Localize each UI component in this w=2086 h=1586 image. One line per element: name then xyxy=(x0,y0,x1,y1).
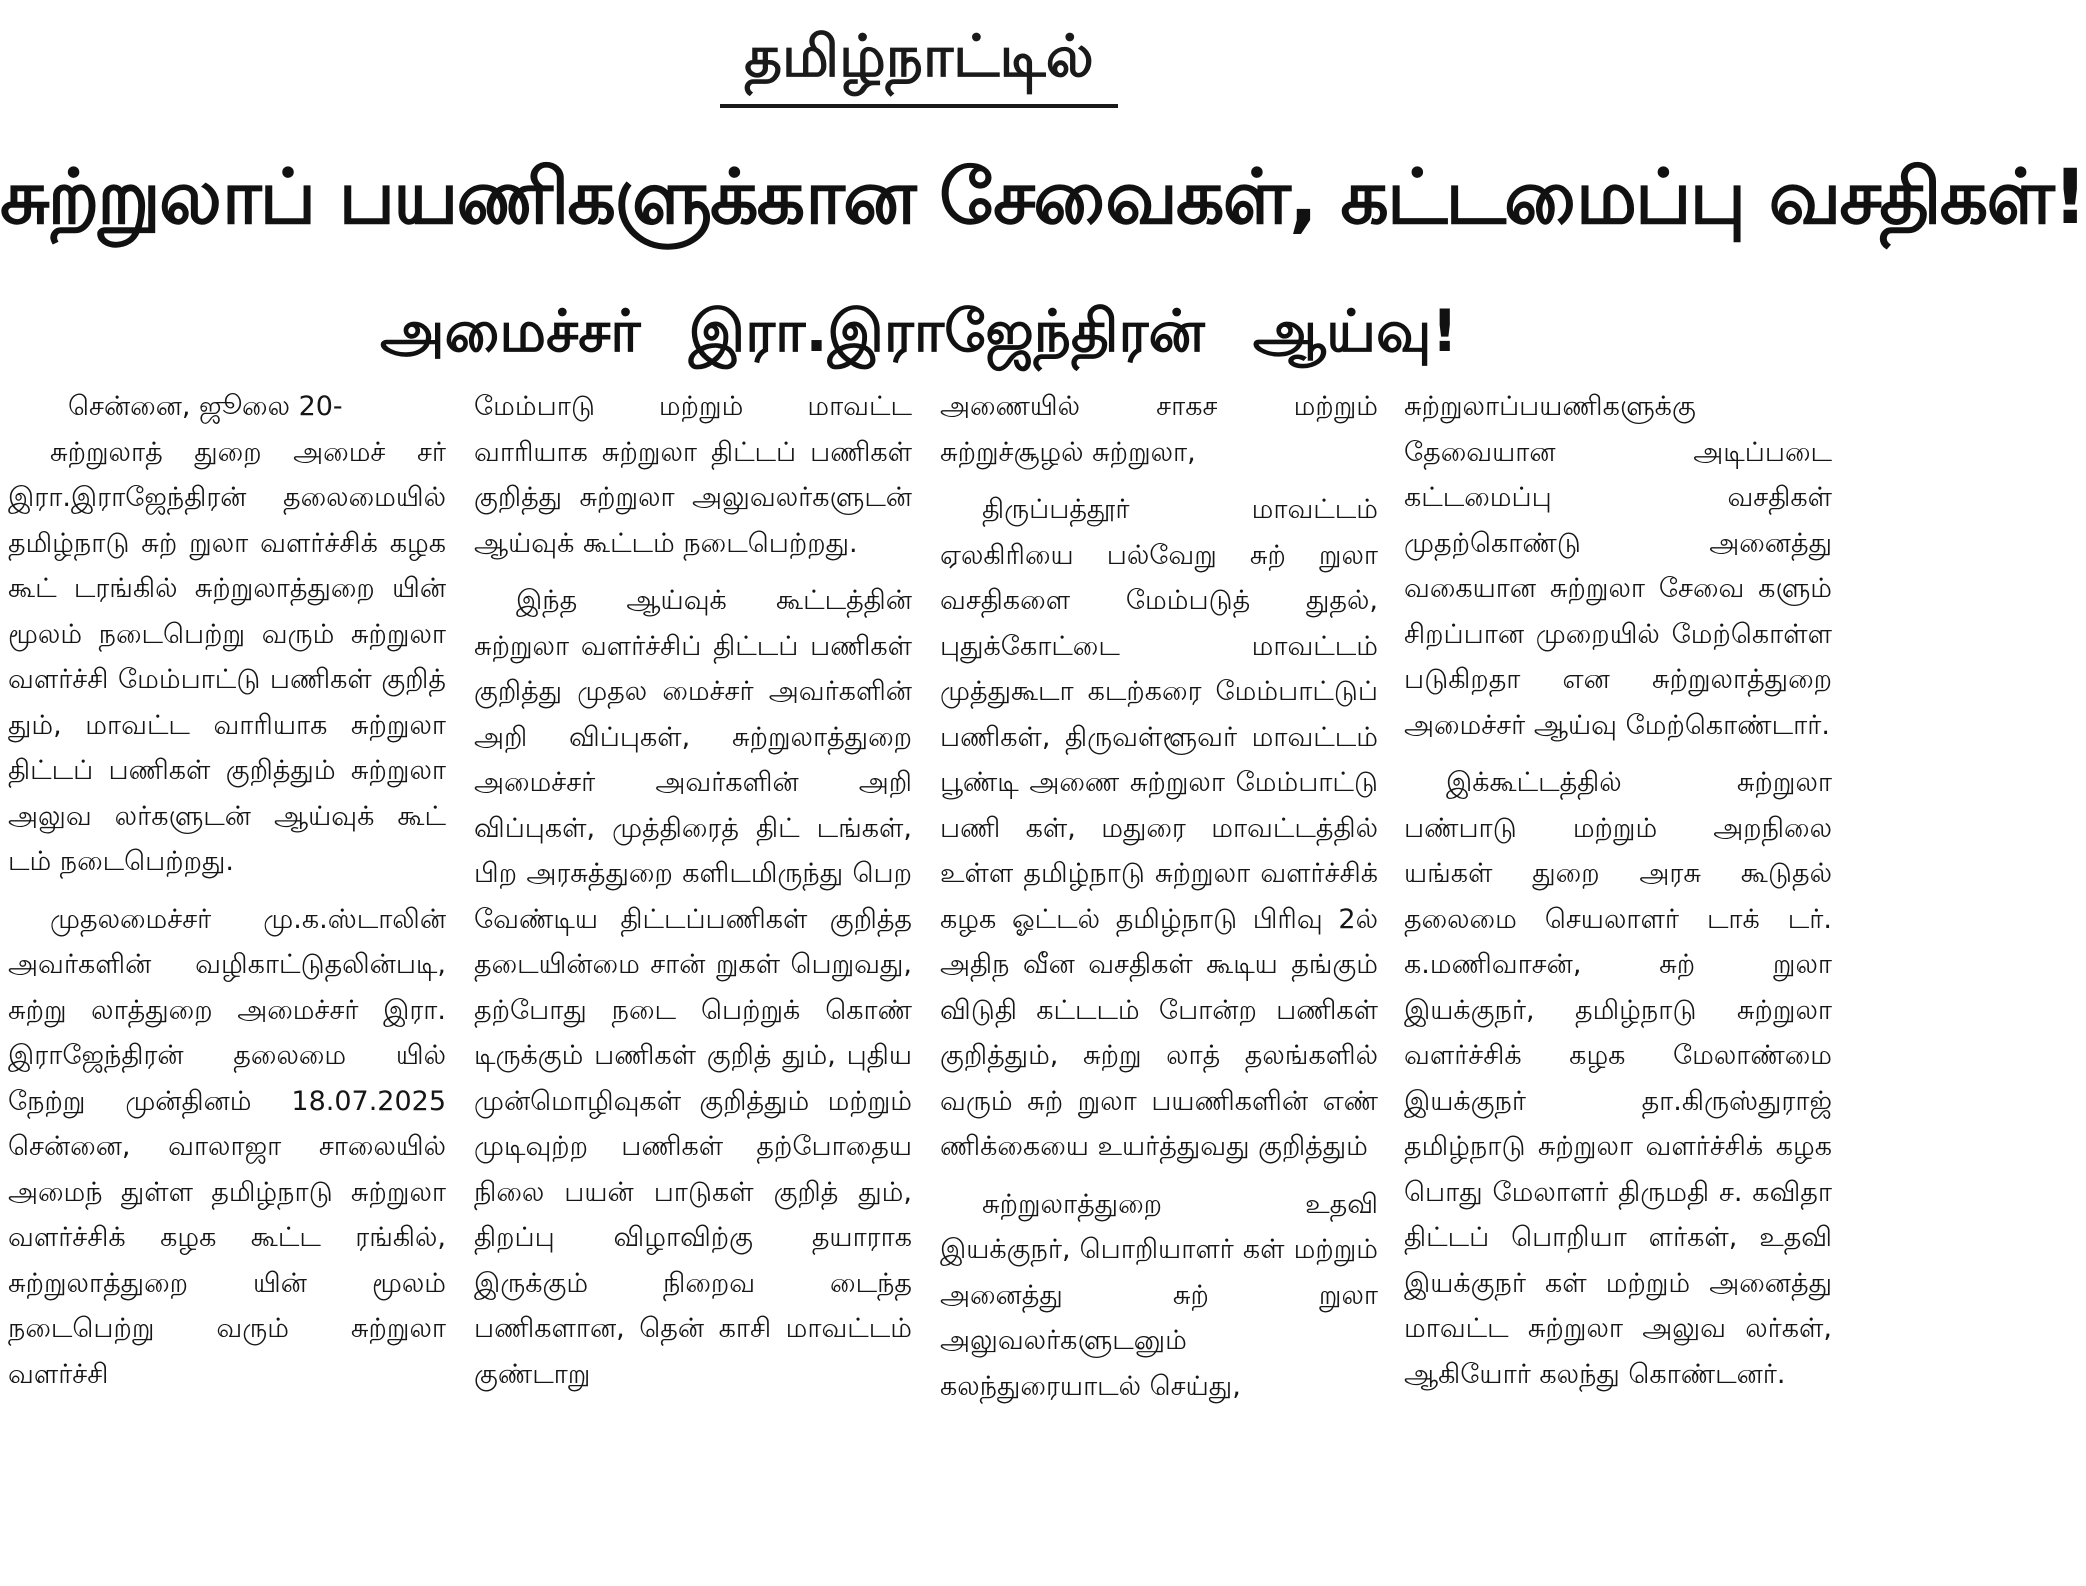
article-paragraph: சுற்றுலாத்துறை உதவி இயக்குநர், பொறியாளர் கள் மற்றும் அனைத்து சுற் றுலா அலுவலர்களுடனும் கலந்துரையாடல் செய்து, xyxy=(940,1188,1378,1402)
dateline: சென்னை, ஜூலை 20- xyxy=(68,391,343,422)
article-paragraph: சுற்றுலாப்பயணிகளுக்கு தேவையான அடிப்படை கட்டமைப்பு வசதிகள் முதற்கொண்டு அனைத்து வகையான சுற்றுலா சேவை களும் சிறப்பான முறையில் மேற்கொள்ள படுகிறதா என சுற்றுலாத்துறை அமைச்சர் ஆய்வு மேற்கொண்டார். xyxy=(1404,391,1832,741)
article-column-2 xyxy=(474,384,912,1580)
article-paragraph: முதலமைச்சர் மு.க.ஸ்டாலின் அவர்களின் வழிகாட்டுதலின்படி, சுற்று லாத்துறை அமைச்சர் இரா. இராஜேந்திரன் தலைமை யில் நேற்று முன்தினம் 18.07.2025 சென்னை, வாலாஜா சாலையில் அமைந் துள்ள தமிழ்நாடு சுற்றுலா வளர்ச்சிக் கழக கூட்ட ரங்கில், சுற்றுலாத்துறை யின் மூலம் நடைபெற்று வரும் சுற்றுலா வளர்ச்சி xyxy=(8,903,446,1390)
article-paragraph: அணையில் சாகச மற்றும் சுற்றுச்சூழல் சுற்றுலா, xyxy=(940,391,1378,468)
article-paragraph: திருப்பத்தூர் மாவட்டம் ஏலகிரியை பல்வேறு சுற் றுலா வசதிகளை மேம்படுத் துதல், புதுக்கோட்டை மாவட்டம் முத்துகூடா கடற்கரை மேம்பாட்டுப் பணிகள், திருவள்ளூவர் மாவட்டம் பூண்டி அணை சுற்றுலா மேம்பாட்டு பணி கள், மதுரை மாவட்டத்தில் உள்ள தமிழ்நாடு சுற்றுலா வளர்ச்சிக் கழக ஓட்டல் தமிழ்நாடு பிரிவு 2ல் அதிந வீன வசதிகள் கூடிய தங்கும் விடுதி கட்டடம் போன்ற பணிகள் குறித்தும், சுற்று லாத் தலங்களில் வரும் சுற் றுலா பயணிகளின் எண் ணிக்கையை உயர்த்துவது குறித்தும் xyxy=(940,494,1378,1162)
article-paragraph: இந்த ஆய்வுக் கூட்டத்தின் சுற்றுலா வளர்ச்சிப் திட்டப் பணிகள் குறித்து முதல மைச்சர் அவர்களின் அறி விப்புகள், சுற்றுலாத்துறை அமைச்சர் அவர்களின் அறி விப்புகள், முத்திரைத் திட் டங்கள், பிற அரசுத்துறை களிடமிருந்து பெற வேண்டிய திட்டப்பணிகள் குறித்த தடையின்மை சான் றுகள் பெறுவது, தற்போது நடை பெற்றுக் கொண் டிருக்கும் பணிகள் குறித் தும், புதிய முன்மொழிவுகள் குறித்தும் மற்றும் முடிவுற்ற பணிகள் தற்போதைய நிலை பயன் பாடுகள் குறித் தும், திறப்பு விழாவிற்கு தயாராக இருக்கும் நிறைவ டைந்த பணிகளான, தென் காசி மாவட்டம் குண்டாறு xyxy=(474,585,912,1390)
main-headline: சுற்றுலாப் பயணிகளுக்கான சேவைகள், கட்டமைப்பு வசதிகள்! xyxy=(0,152,2086,241)
kicker-title: தமிழ்நாட்டில் xyxy=(720,14,1118,108)
sub-headline: அமைச்சர் இரா.இராஜேந்திரன் ஆய்வு! xyxy=(380,297,1458,365)
kicker-wrapper xyxy=(0,14,1838,108)
article-column-4 xyxy=(1404,384,1832,1580)
article-paragraph: இக்கூட்டத்தில் சுற்றுலா பண்பாடு மற்றும் அறநிலை யங்கள் துறை அரசு கூடுதல் தலைமை செயலாளர் டாக் டர். க.மணிவாசன், சுற் றுலா இயக்குநர், தமிழ்நாடு சுற்றுலா வளர்ச்சிக் கழக மேலாண்மை இயக்குநர் தா.கிருஸ்துராஜ் தமிழ்நாடு சுற்றுலா வளர்ச்சிக் கழக பொது மேலாளர் திருமதி ச. கவிதா திட்டப் பொறியா ளர்கள், உதவி இயக்குநர் கள் மற்றும் அனைத்து மாவட்ட சுற்றுலா அலுவ லர்கள், ஆகியோர் கலந்து கொண்டனர். xyxy=(1404,767,1832,1390)
article-column-1 xyxy=(8,384,446,1580)
article-body xyxy=(8,384,1832,1580)
article-column-3 xyxy=(940,384,1378,1580)
article-paragraph: மேம்பாடு மற்றும் மாவட்ட வாரியாக சுற்றுலா திட்டப் பணிகள் குறித்து சுற்றுலா அலுவலர்களுடன் ஆய்வுக் கூட்டம் நடைபெற்றது. xyxy=(474,391,912,559)
article-paragraph: சுற்றுலாத் துறை அமைச் சர் இரா.இராஜேந்திரன் தலைமையில் தமிழ்நாடு சுற் றுலா வளர்ச்சிக் கழக கூட் டரங்கில் சுற்றுலாத்துறை யின் மூலம் நடைபெற்று வரும் சுற்றுலா வளர்ச்சி மேம்பாட்டு பணிகள் குறித் தும், மாவட்ட வாரியாக சுற்றுலா திட்டப் பணிகள் குறித்தும் சுற்றுலா அலுவ லர்களுடன் ஆய்வுக் கூட் டம் நடைபெற்றது. xyxy=(8,436,446,877)
